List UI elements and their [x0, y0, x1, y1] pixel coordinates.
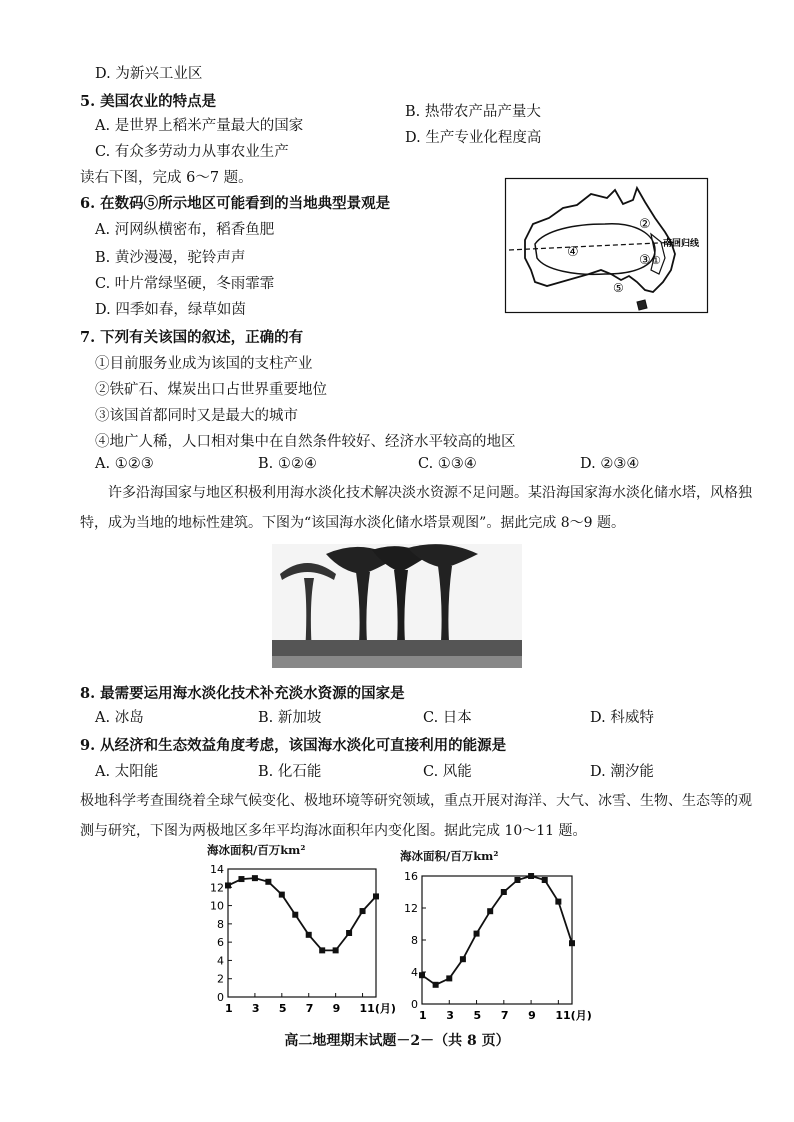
y-tick-label: 14	[210, 863, 224, 876]
data-point	[306, 932, 312, 938]
antarctic-sea-ice-chart	[390, 860, 590, 1040]
data-point	[265, 879, 271, 885]
y-tick-label: 6	[217, 936, 224, 950]
q7-option-d: D. ②③④	[580, 456, 640, 472]
x-tick-label: 5	[278, 1002, 287, 1015]
data-point	[319, 947, 325, 953]
q5-option-b: B. 热带农产品产量大	[405, 104, 541, 120]
data-point	[346, 930, 352, 936]
data-point	[569, 940, 575, 946]
map-label-5: ⑤	[613, 281, 624, 295]
q5-stem: 5. 美国农业的特点是	[80, 93, 217, 110]
x-tick-label: 1	[225, 1002, 233, 1015]
data-point	[514, 877, 520, 883]
x-tick-label: 7	[305, 1002, 314, 1015]
data-point	[487, 908, 493, 914]
passage-8-9: 许多沿海国家与地区积极利用海水淡化技术解决淡水资源不足问题。某沿海国家海水淡化储水塔，风格独特，成为当地的地标性建筑。下图为“该国海水淡化储水塔景观图”。据此完成 8～9 题。	[80, 485, 752, 531]
x-tick-label: 1	[419, 1009, 427, 1022]
data-point	[474, 931, 480, 937]
water-tower-photo	[272, 544, 522, 668]
q5-option-a: A. 是世界上稻米产量最大的国家	[95, 118, 304, 134]
q8-option-a: A. 冰岛	[95, 710, 144, 726]
q8-option-b: B. 新加坡	[258, 710, 322, 726]
series-line	[422, 876, 572, 985]
y-tick-label: 0	[411, 998, 418, 1011]
data-point	[528, 873, 534, 879]
tasmania	[637, 300, 647, 310]
q8-stem: 8. 最需要运用海水淡化技术补充淡水资源的国家是	[80, 685, 405, 702]
data-point	[501, 889, 507, 895]
q6-option-d: D. 四季如春，绿草如茵	[95, 302, 246, 318]
y-tick-label: 12	[404, 902, 418, 915]
q8-option-d: D. 科威特	[590, 710, 654, 726]
passage-10-11: 极地科学考查围绕着全球气候变化、极地环境等研究领域，重点开展对海洋、大气、冰雪、生物、生态等的观测与研究，下图为两极地区多年平均海冰面积年内变化图。据此完成 10～11 题。	[80, 793, 752, 839]
data-point	[446, 975, 452, 981]
plot-frame	[422, 876, 572, 1004]
tropic-label: 南回归线	[663, 239, 700, 249]
australia-map	[505, 178, 708, 313]
data-point	[279, 892, 285, 898]
data-point	[360, 908, 366, 914]
q6-option-c: C. 叶片常绿坚硬，冬雨霏霏	[95, 276, 275, 292]
y-tick-label: 16	[404, 870, 418, 883]
q7-statement-3: ③该国首都同时又是最大的城市	[95, 408, 298, 424]
x-tick-label: 9	[528, 1009, 536, 1022]
x-tick-label: 7	[500, 1009, 509, 1022]
y-tick-label: 0	[217, 991, 224, 1004]
y-tick-label: 10	[210, 899, 224, 913]
data-point	[542, 877, 548, 883]
x-tick-label: 3	[251, 1002, 260, 1015]
data-point	[225, 882, 231, 888]
map-label-1: ①	[651, 254, 661, 267]
q9-option-d: D. 潮汐能	[590, 764, 654, 780]
chart1-title: 海冰面积/百万km²	[207, 843, 306, 857]
data-point	[252, 875, 258, 881]
australia-map-svg	[505, 178, 708, 313]
q9-stem: 9. 从经济和生态效益角度考虑，该国海水淡化可直接利用的能源是	[80, 737, 507, 754]
chart2-title: 海冰面积/百万km²	[400, 849, 499, 863]
q9-option-c: C. 风能	[423, 764, 472, 780]
page-footer: 高二地理期末试题－2－（共 8 页）	[284, 1033, 510, 1049]
y-tick-label: 4	[217, 954, 224, 968]
q7-statement-4: ④地广人稀，人口相对集中在自然条件较好、经济水平较高的地区	[95, 434, 516, 450]
x-tick-label: 9	[332, 1002, 341, 1015]
q9-option-b: B. 化石能	[258, 764, 322, 780]
q8-option-c: C. 日本	[423, 710, 472, 726]
x-tick-label: 11(月)	[555, 1009, 592, 1022]
q7-statement-2: ②铁矿石、煤炭出口占世界重要地位	[95, 382, 327, 398]
x-tick-label: 3	[446, 1009, 454, 1022]
q7-stem: 7. 下列有关该国的叙述，正确的有	[80, 329, 304, 346]
q7-option-c: C. ①③④	[418, 456, 477, 472]
map-label-3: ③	[639, 253, 651, 268]
data-point	[555, 899, 561, 905]
q7-statement-1: ①目前服务业成为该国的支柱产业	[95, 356, 313, 372]
q5-option-d: D. 生产专业化程度高	[405, 130, 542, 146]
data-point	[419, 972, 425, 978]
intro-6-7: 读右下图，完成 6～7 题。	[80, 170, 253, 186]
q5-option-c: C. 有众多劳动力从事农业生产	[95, 144, 289, 160]
data-point	[433, 982, 439, 988]
y-tick-label: 4	[411, 966, 418, 979]
data-point	[373, 893, 379, 899]
q4-option-d: D. 为新兴工业区	[95, 66, 203, 82]
q7-option-a: A. ①②③	[95, 456, 154, 472]
water-tower-illustration	[272, 544, 522, 668]
q6-option-a: A. 河网纵横密布，稻香鱼肥	[95, 222, 275, 238]
series-line	[228, 878, 376, 950]
x-tick-label: 11(月)	[359, 1002, 396, 1015]
data-point	[460, 956, 466, 962]
data-point	[238, 876, 244, 882]
map-label-4: ④	[567, 245, 579, 260]
plot-frame	[228, 869, 376, 997]
x-tick-label: 5	[473, 1009, 482, 1022]
q9-option-a: A. 太阳能	[95, 764, 159, 780]
y-tick-label: 8	[411, 934, 418, 947]
y-tick-label: 8	[217, 917, 224, 931]
map-label-2: ②	[639, 217, 651, 232]
q7-option-b: B. ①②④	[258, 456, 317, 472]
data-point	[333, 947, 339, 953]
y-tick-label: 12	[210, 881, 224, 895]
q6-stem: 6. 在数码⑤所示地区可能看到的当地典型景观是	[80, 195, 391, 212]
arctic-sea-ice-chart	[200, 855, 396, 1035]
data-point	[292, 912, 298, 918]
y-tick-label: 2	[217, 972, 224, 986]
q6-option-b: B. 黄沙漫漫，驼铃声声	[95, 250, 246, 266]
